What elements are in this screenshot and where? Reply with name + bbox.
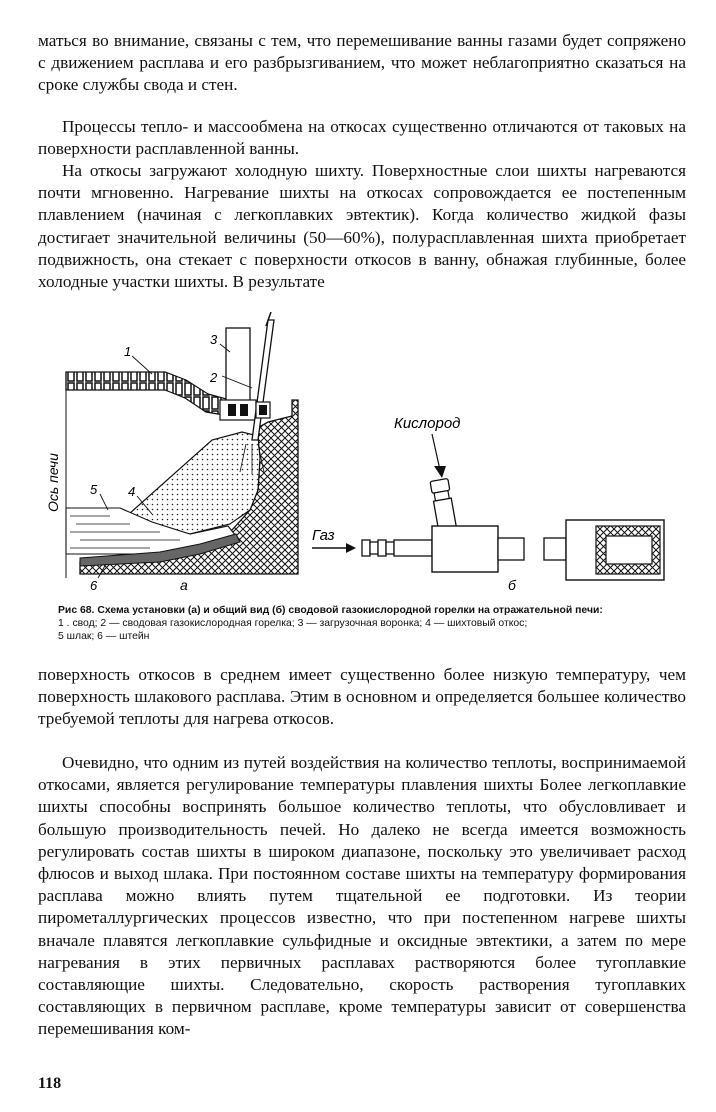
burner-view <box>312 415 664 593</box>
label-4: 4 <box>128 484 136 499</box>
label-2: 2 <box>210 370 218 385</box>
paragraph-2: Процессы тепло- и массообмена на откосах существенно отличаются от таковых на поверхности расплавленной ванны. <box>38 117 686 159</box>
roof-shape <box>66 372 230 416</box>
label-a: а <box>180 577 188 593</box>
label-3: 3 <box>210 332 218 347</box>
label-1: 1 <box>124 344 132 359</box>
caption-legend-2: 5 шлак; 6 — штейн <box>58 631 150 642</box>
furnace-scheme <box>45 312 298 593</box>
gas-label: Газ <box>312 527 335 544</box>
figure-drawing <box>40 312 690 604</box>
page-number: 118 <box>38 1075 62 1092</box>
caption-legend-1: 1 . свод; 2 — сводовая газокислородная горелка; 3 — загрузочная воронка; 4 — шихтовый откос; <box>58 618 528 629</box>
paragraph-5: Очевидно, что одним из путей воздействия на количество теплоты, воспринимаемой откосами, является регулирование температуры плавления шихты Более легкоплавкие шихты способны воспринять большое количество теплоты, что обусловливает и большую производительность печей. Но далеко не всегда имеется возможность регулировать состав шихты в широком диапазоне, поскольку это увеличивает расход флюсов и выход шлака. При постоянном составе шихты на температуру формирования расплава можно влиять путем тщательной ее подготовки. Из теории пирометаллургических процессов известно, что при постепенном нагреве шихты вначале плавятся легкоплавкие сульфидные и оксидные эвтектики, а затем по мере нагревания в этих первичных расплавах растворяются более тугоплавкие составляющие шихты. Следовательно, скорость растворения тугоплавких составляющих в первичном расплаве, кроме температуры зависит от совершенства перемешивания ком- <box>38 753 686 1039</box>
paragraph-3: На откосы загружают холодную шихту. Поверхностные слои шихты нагреваются почти мгновенно. Нагревание шихты на откосах сопровождается ее постепенным плавлением (начиная с легкоплавких эвтектик). Когда количество жидкой фазы достигает значительной величины (50—60%), полурасплавленная шихта приобретает подвижность, она стекает с поверхности откосов в ванну, обнажая глубинные, более холодные участки шихты. В результате <box>38 161 686 292</box>
paragraph-4: поверхность откосов в среднем имеет существенно более низкую температуру, чем поверхность шлакового расплава. Этим в основном и определяется большее количество требуемой теплоты для нагрева откосов. <box>38 665 686 729</box>
oxygen-label: Кислород <box>394 415 461 432</box>
gas-connector <box>362 540 394 556</box>
figure-68 <box>40 312 690 604</box>
label-6: 6 <box>90 578 98 593</box>
burner-body <box>432 526 498 572</box>
loading-funnel <box>226 328 250 406</box>
figure-caption <box>58 604 698 643</box>
label-5: 5 <box>90 482 98 497</box>
label-b: б <box>508 577 516 593</box>
caption-title: Рис 68. Схема установки (а) и общий вид (б) сводовой газокислородной горелки на отражательной печи: <box>58 605 603 616</box>
axis-label: Ось печи <box>45 453 61 512</box>
paragraph-1: маться во внимание, связаны с тем, что перемешивание ванны газами будет сопряжено с движением расплава и его разбрызгиванием, что может неблагоприятно сказаться на сроке службы свода и стен. <box>38 31 686 95</box>
